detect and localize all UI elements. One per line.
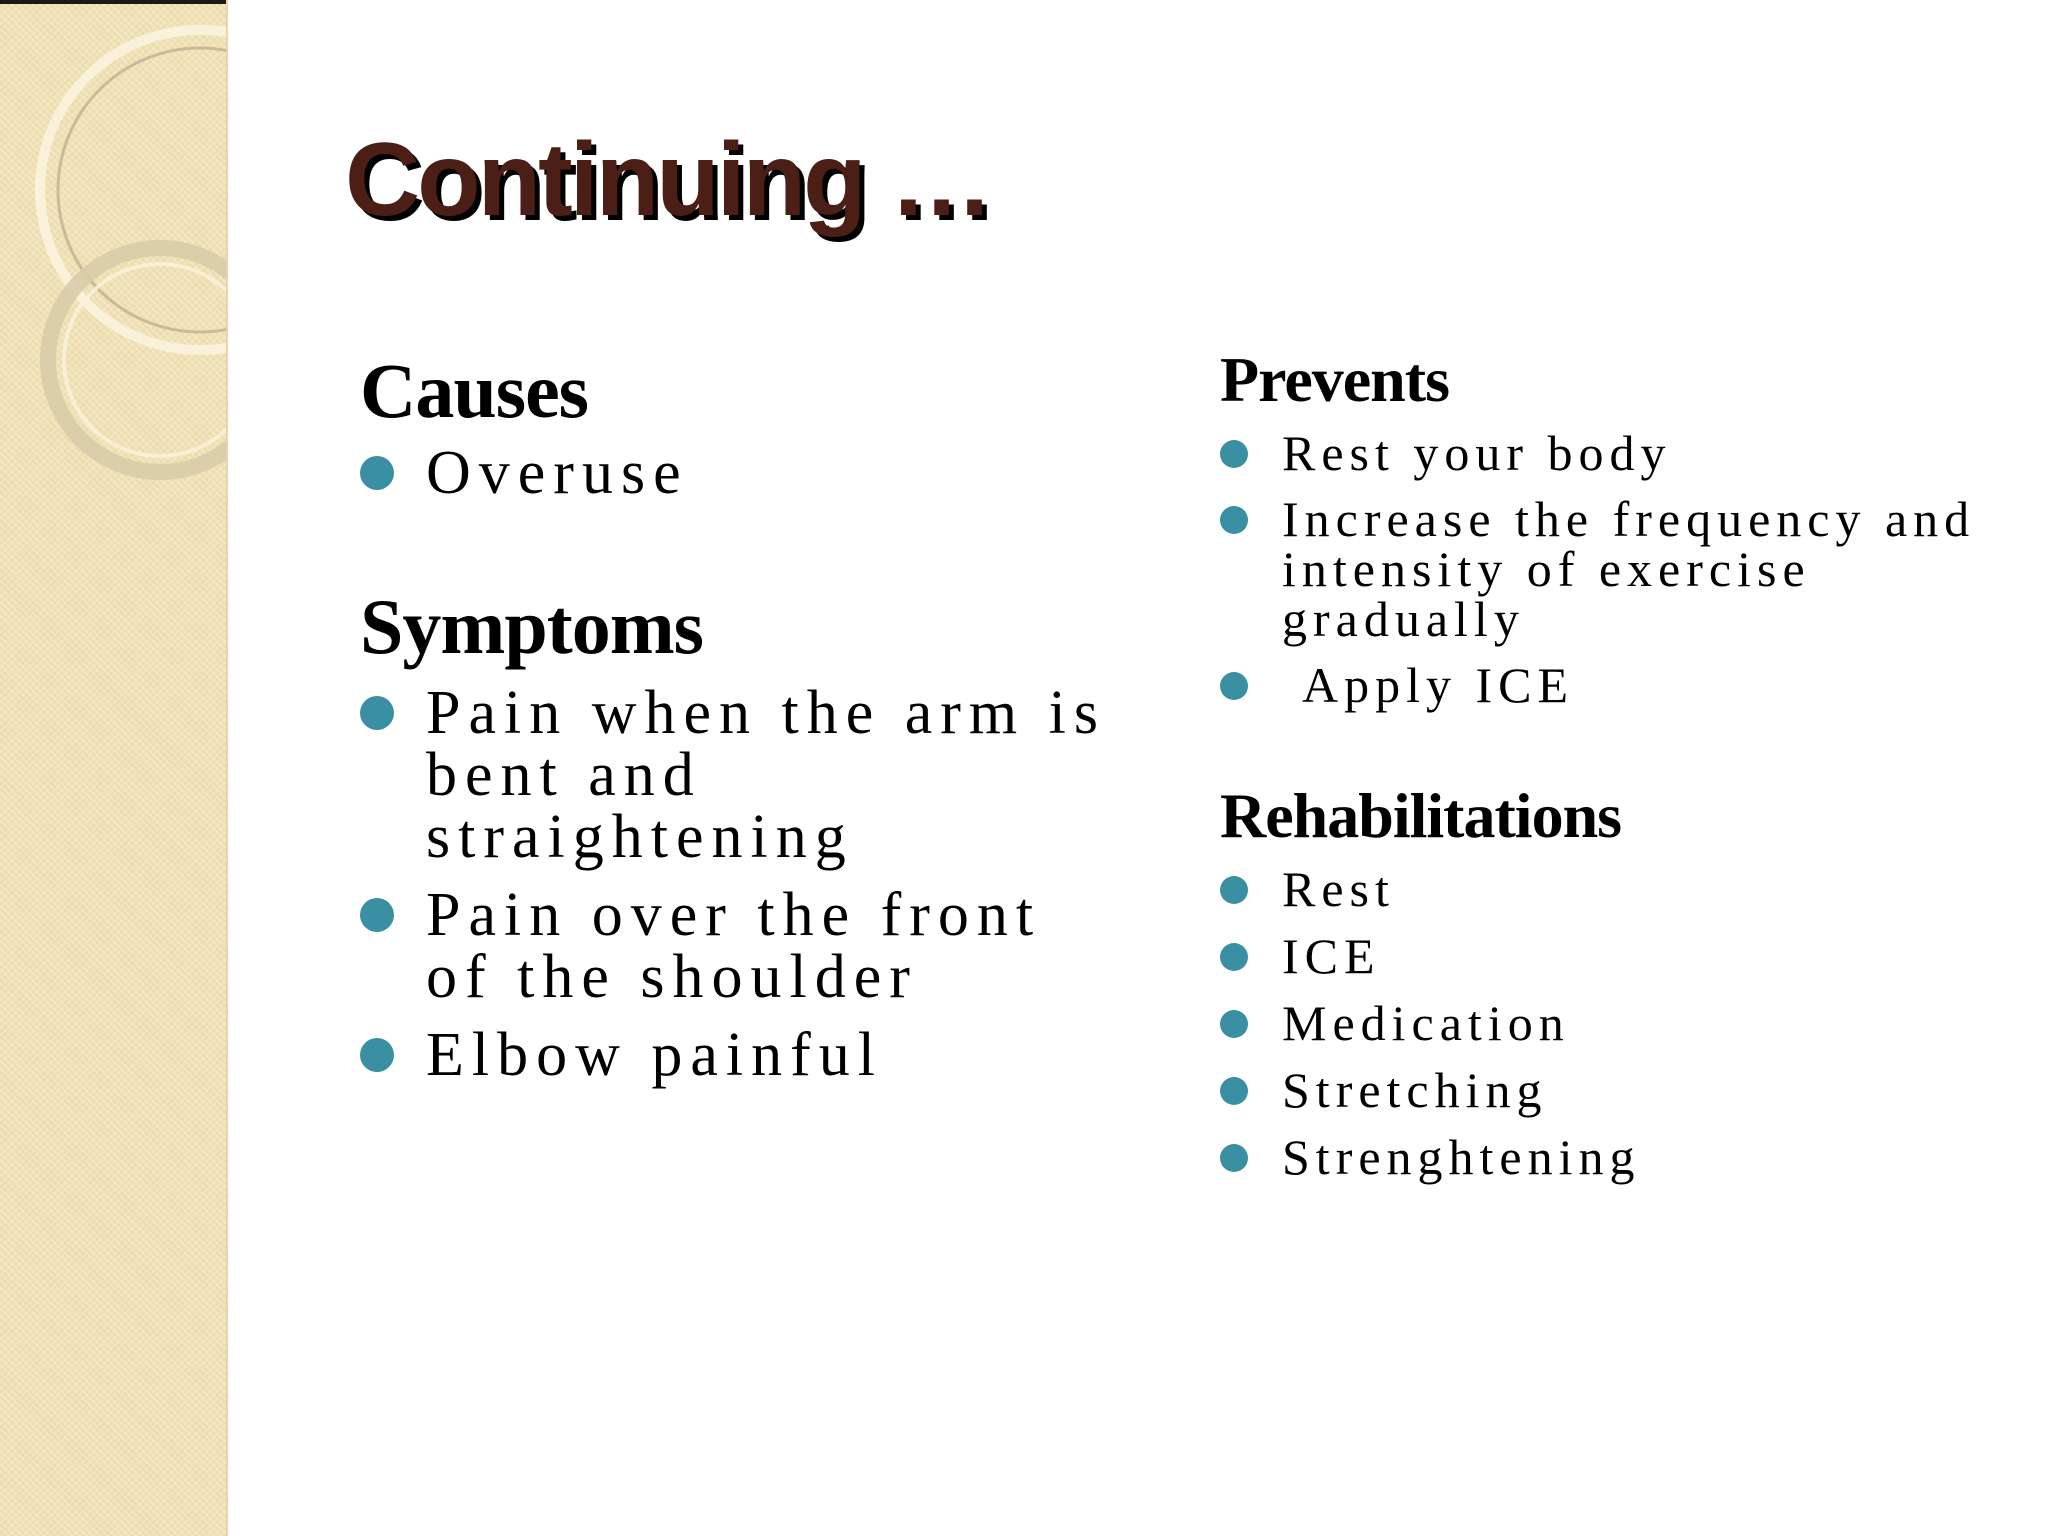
list-item-text: Apply ICE (1302, 657, 1575, 713)
list-item-text: Rest (1282, 861, 1395, 917)
overlapping-rings-icon (0, 0, 226, 500)
bullet-icon (360, 696, 394, 730)
list-item (1220, 657, 2000, 713)
rehabilitations-heading: Rehabilitations (1220, 780, 1622, 851)
symptoms-heading: Symptoms (360, 583, 704, 670)
list-item-text: Pain over the front of the shoulder (426, 881, 1042, 1011)
list-item (360, 881, 1120, 1011)
list-item (1220, 1062, 2000, 1118)
prevents-heading: Prevents (1220, 344, 1449, 415)
bullet-icon (360, 898, 394, 932)
list-item-text: Overuse (426, 439, 689, 507)
list-item (360, 679, 1120, 871)
symptoms-list (360, 679, 1120, 1102)
rehabilitations-list (1220, 861, 2000, 1199)
list-item-text: Increase the frequency and intensity of exercise gradually (1282, 491, 1976, 647)
causes-heading: Causes (360, 347, 589, 434)
list-item (360, 439, 1060, 507)
bullet-icon (1220, 672, 1248, 700)
list-item-text: Medication (1282, 995, 1570, 1051)
list-item (1220, 995, 2000, 1051)
list-item (1220, 491, 2000, 647)
bullet-icon (1220, 876, 1248, 904)
list-item (1220, 861, 2000, 917)
list-item-text: Pain when the arm is bent and straightening (426, 679, 1107, 871)
list-item (1220, 425, 2000, 481)
bullet-icon (360, 456, 394, 490)
bullet-icon (1220, 1010, 1248, 1038)
causes-list (360, 439, 1060, 507)
list-item (1220, 1129, 2000, 1185)
list-item (1220, 928, 2000, 984)
list-item (360, 1021, 1120, 1089)
prevents-list (1220, 425, 2000, 726)
bullet-icon (1220, 1144, 1248, 1172)
bullet-icon (1220, 1077, 1248, 1105)
decorative-side-panel (0, 0, 228, 1536)
slide-title: Continuing … (345, 122, 991, 238)
list-item-text: ICE (1282, 928, 1381, 984)
list-item-text: Elbow painful (426, 1021, 883, 1089)
bullet-icon (360, 1038, 394, 1072)
bullet-icon (1220, 506, 1248, 534)
list-item-text: Rest your body (1282, 425, 1672, 481)
bullet-icon (1220, 943, 1248, 971)
list-item-text: Strenghtening (1282, 1129, 1641, 1185)
list-item-text: Stretching (1282, 1062, 1548, 1118)
bullet-icon (1220, 440, 1248, 468)
